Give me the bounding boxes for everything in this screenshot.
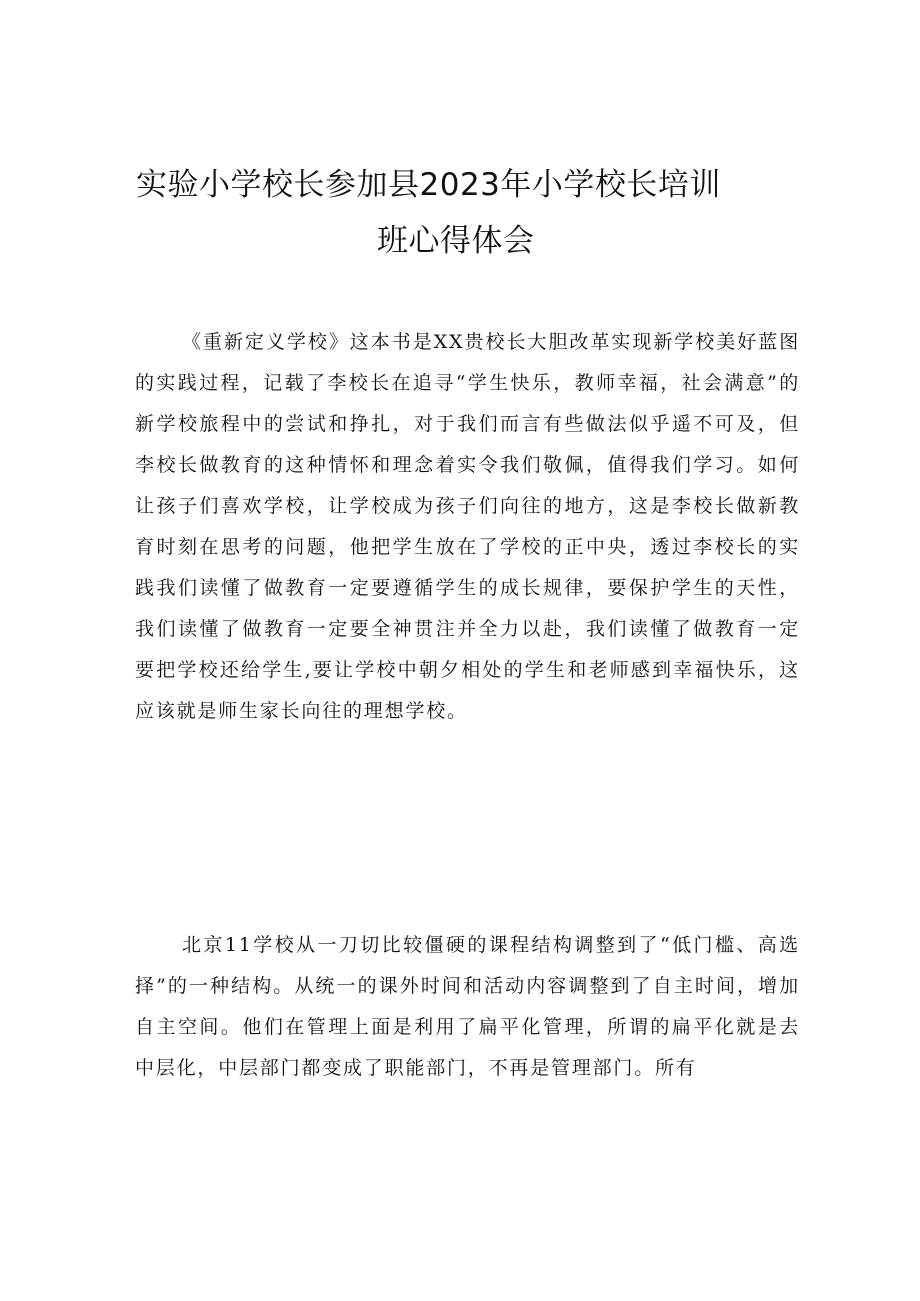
body-paragraph-1: 《重新定义学校》这本书是XX贵校长大胆改革实现新学校美好蓝图的实践过程，记载了李校长在追寻“学生快乐，教师幸福，社会满意”的新学校旅程中的尝试和挣扎，对于我们而言有些做法似乎遥不可及，但李校长做教育的这种情怀和理念着实令我们敬佩，值得我们学习。如何让孩子们喜欢学校，让学校成为孩子们向往的地方，这是李校长做新教育时刻在思考的问题，他把学生放在了学校的正中央，透过李校长的实践我们读懂了做教育一定要遵循学生的成长规律，要保护学生的天性，我们读懂了做教育一定要全神贯注并全力以赴，我们读懂了做教育一定要把学校还给学生,要让学校中朝夕相处的学生和老师感到幸福快乐，这应该就是师生家长向往的理想学校。 (135, 331, 800, 722)
document-title-line-1: 实验小学校长参加县2023年小学校长培训 (136, 167, 721, 203)
body-paragraph-2: 北京11学校从一刀切比较僵硬的课程结构调整到了“低门槛、高选择”的一种结构。从统一的课外时间和活动内容调整到了自主时间，增加自主空间。他们在管理上面是利用了扁平化管理，所谓的扁平化就是去中层化，中层部门都变成了职能部门，不再是管理部门。所有 (135, 934, 800, 1079)
document-title-line-2: 班心得体会 (377, 223, 535, 259)
